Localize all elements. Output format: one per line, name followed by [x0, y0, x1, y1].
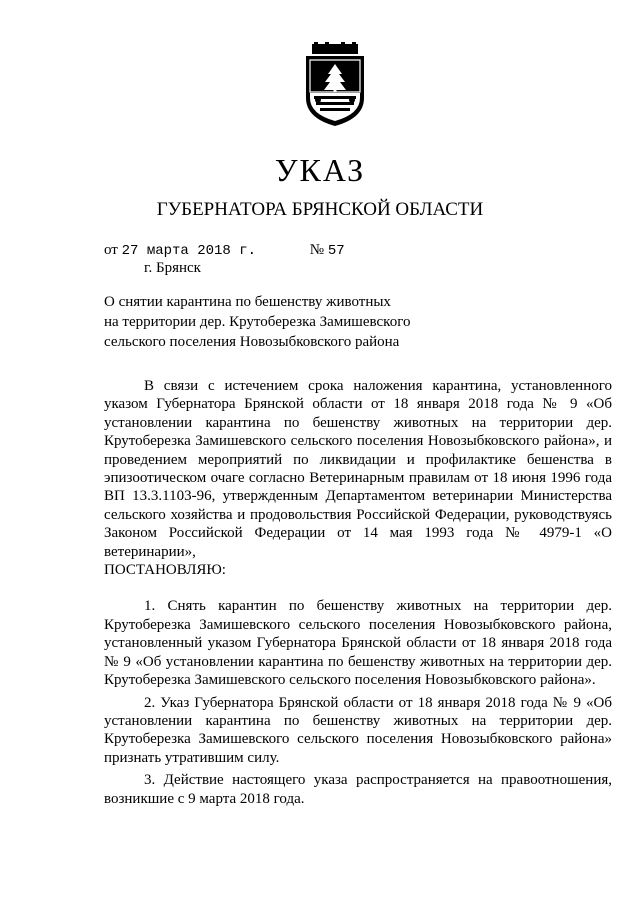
date-prefix: от	[104, 242, 118, 258]
document-subtitle: ГУБЕРНАТОРА БРЯНСКОЙ ОБЛАСТИ	[156, 199, 484, 220]
heading-line: О снятии карантина по бешенству животных	[104, 294, 391, 310]
date-number-line	[104, 240, 345, 261]
bryansk-coat-of-arms-icon	[298, 42, 372, 128]
document-city: г. Брянск	[144, 260, 201, 276]
document-title: УКАЗ	[274, 152, 366, 188]
number-label: №	[309, 242, 325, 258]
document-date: 27 марта 2018 г.	[121, 243, 257, 259]
document-number: 57	[327, 243, 345, 259]
item-2-paragraph: 2. Указ Губернатора Брянской области от 18 января 2018 года № 9 «Об установлении карантина по бешенству животных на территории дер. Крутоберезка Замишевского сельского поселения Новозыбковского района» признать утратившим силу.	[104, 694, 612, 766]
document-heading	[104, 292, 424, 352]
item-3-paragraph: 3. Действие настоящего указа распространяется на правоотношения, возникшие с 9 марта 2018 года.	[104, 772, 612, 807]
preamble-paragraph: В связи с истечением срока наложения карантина, установленного указом Губернатора Брянской области от 18 января 2018 года № 9 «Об установлении карантина по бешенству животных на территории дер. Крутоберезка Замишевского сельского поселения Новозыбковского района», и проведением мероприятий по ликвидации и профилактике бешенства в эпизоотическом очаге согласно Ветеринарным правилам от 18 июня 1996 года ВП 13.3.1103-96, утвержденным Департаментом ветеринарии Министерства сельского хозяйства и продовольствия Российской Федерации, руководствуясь Законом Российской Федерации от 14 мая 1993 года № 4979-1 «О ветеринарии»,	[104, 378, 612, 560]
heading-line: на территории дер. Крутоберезка Замишевского	[104, 314, 411, 330]
document-body	[104, 377, 612, 808]
heading-line: сельского поселения Новозыбковского района	[104, 334, 400, 350]
item-1-paragraph: 1. Снять карантин по бешенству животных на территории дер. Крутоберезка Замишевского сельского поселения Новозыбковского района, установленный указом Губернатора Брянской области от 18 января 2018 года № 9 «Об установлении карантина по бешенству животных на территории дер. Крутоберезка Замишевского сельского поселения Новозыбковского района».	[104, 598, 612, 689]
decree-word: ПОСТАНОВЛЯЮ:	[104, 562, 226, 579]
